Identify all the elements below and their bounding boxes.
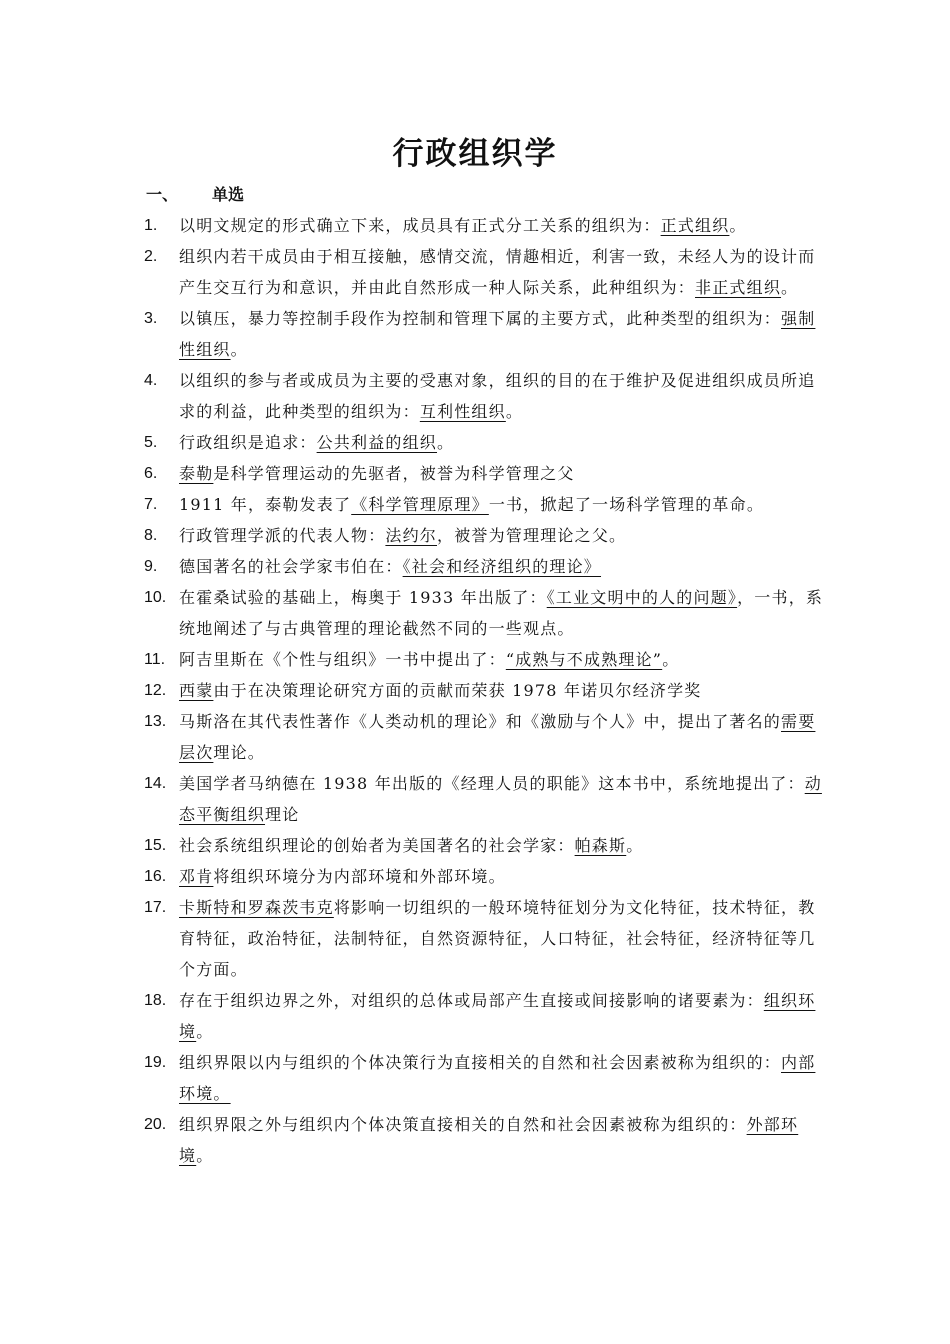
question-text: 。 bbox=[781, 278, 799, 297]
section-label: 单选 bbox=[212, 185, 245, 204]
question-text: 组织内若干成员由于相互接触，感情交流，情趣相近，利害一致，未经人为的设计而产生交互行为和意识，并由此自然形成一种人际关系，此种组织为： bbox=[179, 247, 816, 297]
item-number: 6. bbox=[144, 465, 158, 482]
list-item bbox=[0, 706, 950, 768]
item-number: 14. bbox=[144, 775, 167, 792]
item-number: 7. bbox=[144, 496, 158, 513]
question-text: 。 bbox=[729, 216, 747, 235]
list-item bbox=[0, 520, 950, 551]
answer-text: 内部环境。 bbox=[179, 1053, 816, 1103]
item-number: 5. bbox=[144, 434, 158, 451]
question-list bbox=[0, 210, 950, 1171]
answer-text: “成熟与不成熟理论” bbox=[505, 650, 663, 669]
answer-text: 需要层次 bbox=[179, 712, 816, 762]
item-number: 18. bbox=[144, 992, 167, 1009]
question-text: 将组织环境分为内部环境和外部环境。 bbox=[213, 867, 506, 886]
list-item bbox=[0, 892, 950, 985]
question-text: 社会系统组织理论的创始者为美国著名的社会学家： bbox=[179, 836, 575, 855]
answer-text: 公共利益的组织 bbox=[316, 433, 438, 452]
section-heading bbox=[146, 182, 244, 205]
item-number: 16. bbox=[144, 868, 167, 885]
list-item bbox=[0, 675, 950, 706]
item-number: 12. bbox=[144, 682, 167, 699]
answer-text: 《工业文明中的人的问题》 bbox=[546, 588, 738, 607]
question-text: 行政管理学派的代表人物： bbox=[179, 526, 386, 545]
answer-text: 西蒙 bbox=[179, 681, 214, 700]
question-text: 。 bbox=[505, 402, 524, 421]
item-number: 15. bbox=[144, 837, 167, 854]
question-text: 组织界限以内与组织的个体决策行为直接相关的自然和社会因素被称为组织的： bbox=[179, 1053, 782, 1072]
item-number: 8. bbox=[144, 527, 158, 544]
answer-text: 动态平衡组织 bbox=[179, 774, 822, 824]
list-item bbox=[0, 365, 950, 427]
list-item bbox=[0, 861, 950, 892]
question-text: ，被誉为管理理论之父。 bbox=[437, 526, 627, 545]
item-number: 10. bbox=[144, 589, 167, 606]
answer-text: 卡斯特和罗森茨韦克 bbox=[179, 898, 334, 917]
answer-text: 邓肯 bbox=[179, 867, 214, 886]
item-number: 1. bbox=[144, 217, 158, 234]
question-text: 以组织的参与者或成员为主要的受惠对象，组织的目的在于维护及促进组织成员所追求的利益，此种类型的组织为： bbox=[179, 371, 816, 421]
question-text: 是科学管理运动的先驱者，被誉为科学管理之父 bbox=[213, 464, 575, 483]
answer-text: 帕森斯 bbox=[574, 836, 627, 855]
question-text: 。 bbox=[626, 836, 644, 855]
item-number: 9. bbox=[144, 558, 158, 575]
question-text: 阿吉里斯在《个性与组织》一书中提出了： bbox=[179, 650, 506, 669]
question-text: 存在于组织边界之外，对组织的总体或局部产生直接或间接影响的诸要素为： bbox=[179, 991, 764, 1010]
answer-text: 泰勒 bbox=[179, 464, 214, 483]
item-number: 4. bbox=[144, 372, 158, 389]
list-item bbox=[0, 582, 950, 644]
item-number: 19. bbox=[144, 1054, 167, 1071]
question-text: 。 bbox=[662, 650, 680, 669]
list-item bbox=[0, 210, 950, 241]
question-text: 行政组织是追求： bbox=[179, 433, 317, 452]
answer-text: 强制性组织 bbox=[179, 309, 816, 359]
item-number: 17. bbox=[144, 899, 167, 916]
list-item bbox=[0, 985, 950, 1047]
list-item bbox=[0, 427, 950, 458]
question-text: 理论。 bbox=[213, 743, 266, 762]
question-text: 理论 bbox=[265, 805, 300, 824]
list-item bbox=[0, 830, 950, 861]
answer-text: 正式组织 bbox=[660, 216, 730, 235]
question-text: 一书，掀起了一场科学管理的革命。 bbox=[488, 495, 765, 514]
list-item bbox=[0, 303, 950, 365]
question-text: 德国著名的社会学家韦伯在： bbox=[179, 557, 403, 576]
question-text: 组织界限之外与组织内个体决策直接相关的自然和社会因素被称为组织的： bbox=[179, 1115, 747, 1134]
list-item bbox=[0, 551, 950, 582]
answer-text: 《科学管理原理》 bbox=[351, 495, 489, 514]
page-title: 行政组织学 bbox=[392, 136, 558, 172]
list-item bbox=[0, 1047, 950, 1109]
answer-text: 《社会和经济组织的理论》 bbox=[402, 557, 602, 576]
list-item bbox=[0, 489, 950, 520]
question-text: 将影响一切组织的一般环境特征划分为文化特征，技术特征，教育特征，政治特征，法制特征，自然资源特征，人口特征，社会特征，经济特征等几个方面。 bbox=[179, 898, 816, 979]
item-number: 13. bbox=[144, 713, 167, 730]
question-text: 。 bbox=[230, 340, 248, 359]
question-text: 。 bbox=[437, 433, 455, 452]
answer-text: 非正式组织 bbox=[695, 278, 782, 297]
question-text: 美国学者马纳德在 1938 年出版的《经理人员的职能》这本书中，系统地提出了： bbox=[179, 774, 805, 793]
question-text: 以明文规定的形式确立下来，成员具有正式分工关系的组织为： bbox=[179, 216, 661, 235]
answer-text: 外部环境 bbox=[179, 1115, 799, 1165]
question-text: 在霍桑试验的基础上，梅奥于 1933 年出版了： bbox=[179, 588, 547, 607]
answer-text: 互利性组织 bbox=[419, 402, 506, 421]
question-text: 以镇压，暴力等控制手段作为控制和管理下属的主要方式，此种类型的组织为： bbox=[179, 309, 782, 328]
list-item bbox=[0, 458, 950, 489]
question-text: ，一书，系统地阐述了与古典管理的理论截然不同的一些观点。 bbox=[179, 588, 824, 638]
list-item bbox=[0, 241, 950, 303]
item-number: 2. bbox=[144, 248, 158, 265]
list-item bbox=[0, 644, 950, 675]
question-text: 马斯洛在其代表性著作《人类动机的理论》和《激励与个人》中，提出了著名的 bbox=[179, 712, 782, 731]
item-number: 3. bbox=[144, 310, 158, 327]
section-number: 一、 bbox=[146, 185, 179, 204]
list-item bbox=[0, 768, 950, 830]
item-number: 20. bbox=[144, 1116, 167, 1133]
question-text: 。 bbox=[196, 1146, 214, 1165]
list-item bbox=[0, 1109, 950, 1171]
answer-text: 法约尔 bbox=[385, 526, 438, 545]
question-text: 由于在决策理论研究方面的贡献而荣获 1978 年诺贝尔经济学奖 bbox=[213, 681, 702, 700]
question-text: 。 bbox=[196, 1022, 214, 1041]
answer-text: 组织环境 bbox=[179, 991, 816, 1041]
question-text: 1911 年，泰勒发表了 bbox=[179, 495, 352, 514]
item-number: 11. bbox=[144, 651, 166, 668]
